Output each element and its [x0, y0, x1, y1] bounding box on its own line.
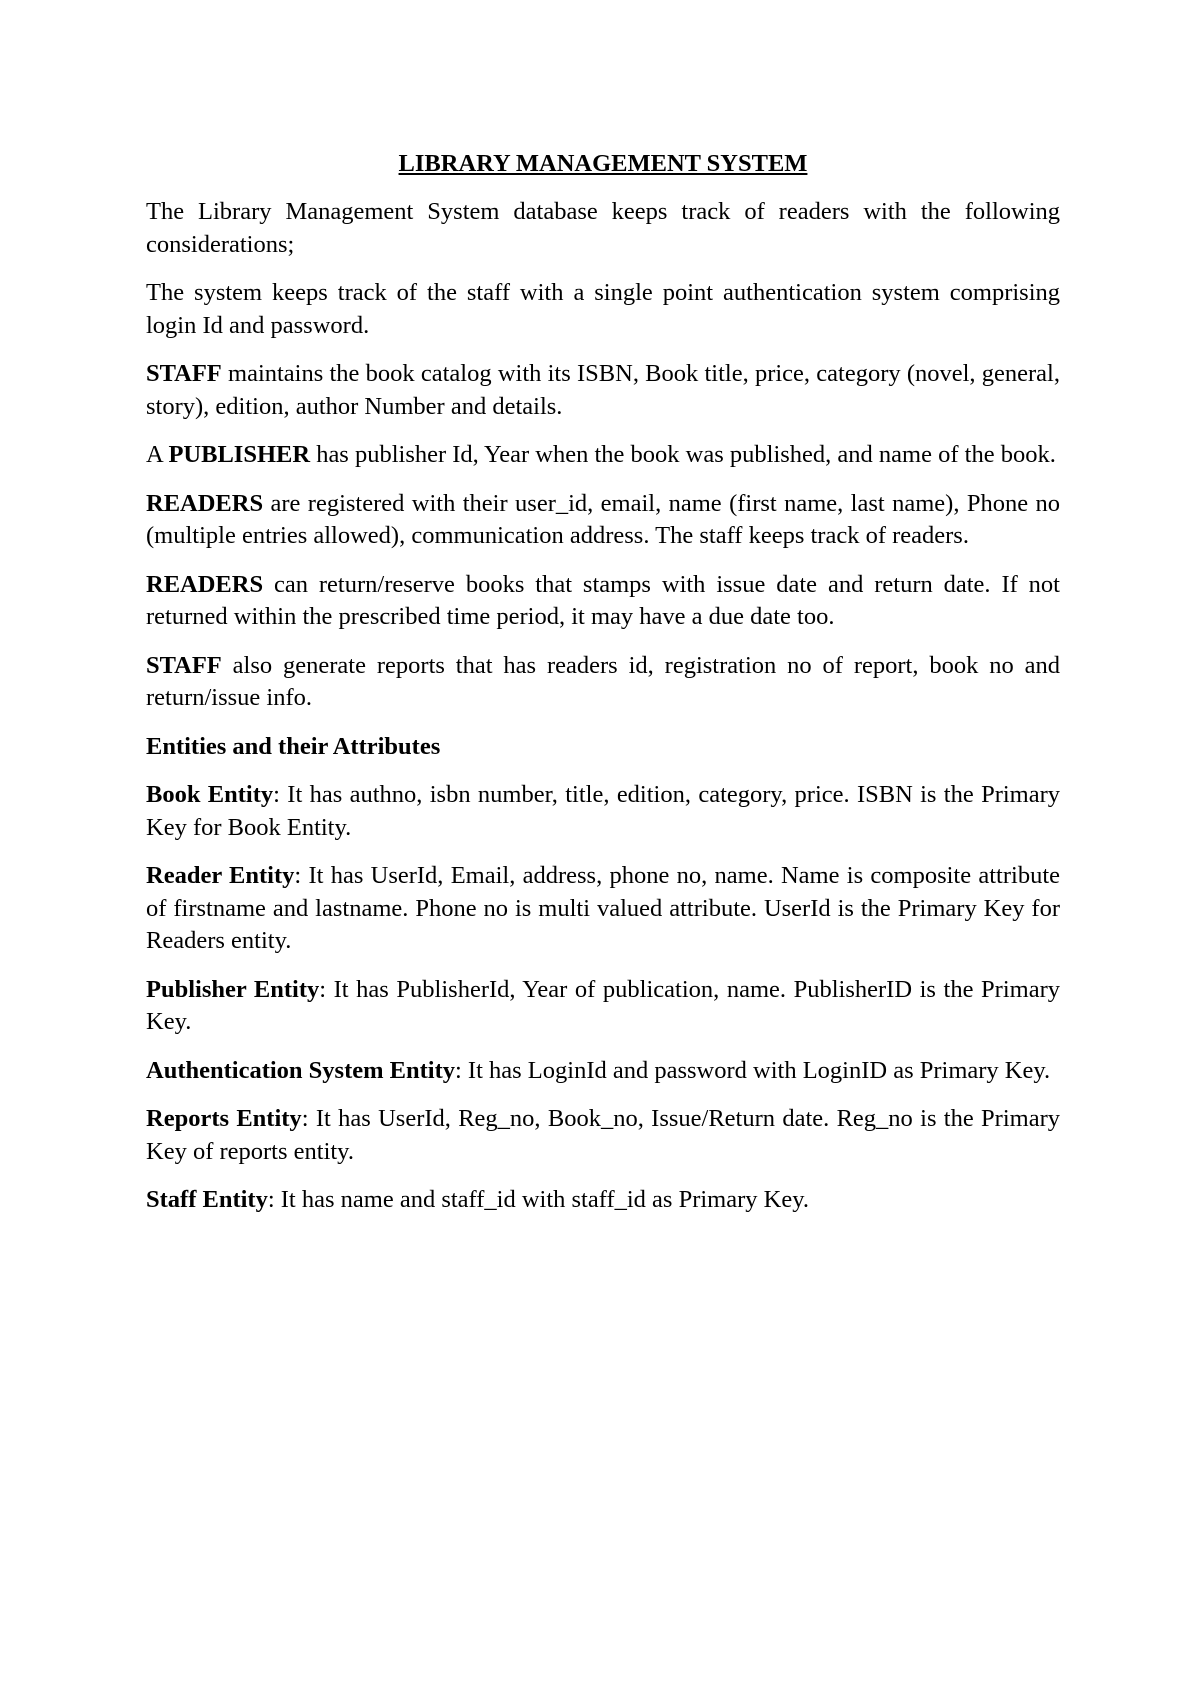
entity-name: Publisher Entity	[146, 975, 320, 1003]
rule-keyword: PUBLISHER	[168, 441, 311, 468]
entity-description: : It has authno, isbn number, title, edition, category, price. ISBN is the Primary Key for Book Entity.	[146, 781, 1060, 841]
rule-keyword: STAFF	[146, 360, 222, 387]
entity-description: : It has name and staff_id with staff_id as Primary Key.	[267, 1186, 809, 1213]
document-title: LIBRARY MANAGEMENT SYSTEM	[398, 150, 808, 177]
rule-text: can return/reserve books that stamps with issue date and return date. If not returned within the prescribed time period, it may have a due date too.	[146, 570, 1060, 630]
entity-description: : It has PublisherId, Year of publication, name. PublisherID is the Primary Key.	[146, 975, 1060, 1035]
entity-description: : It has LoginId and password with LoginID as Primary Key.	[454, 1056, 1051, 1084]
rule-keyword: STAFF	[146, 651, 222, 679]
rule-text: are registered with their user_id, email, name (first name, last name), Phone no (multiple entries allowed), communication address. The staff keeps track of readers.	[146, 489, 1060, 549]
entity-description: : It has UserId, Reg_no, Book_no, Issue/Return date. Reg_no is the Primary Key of reports entity.	[146, 1105, 1060, 1165]
rule-prefix: A	[146, 441, 169, 468]
rule-paragraph-staff-catalog	[146, 358, 1060, 423]
entity-name: Authentication System Entity	[146, 1056, 455, 1084]
entity-name: Book Entity	[146, 781, 274, 808]
entity-description: : It has UserId, Email, address, phone no, name. Name is composite attribute of firstname and lastname. Phone no is multi valued attribute. UserId is the Primary Key for Readers entity.	[146, 862, 1060, 954]
rule-paragraph-staff-reports	[146, 650, 1060, 715]
entity-paragraph-reader	[146, 860, 1060, 958]
entity-name: Staff Entity	[146, 1186, 268, 1213]
document-page	[146, 148, 1060, 1233]
rule-keyword: READERS	[146, 570, 264, 598]
entity-paragraph-staff	[146, 1184, 1060, 1217]
rule-paragraph-publisher	[146, 439, 1060, 472]
entity-paragraph-publisher	[146, 974, 1060, 1039]
entity-name: Reader Entity	[146, 862, 295, 889]
rule-paragraph-readers-return	[146, 569, 1060, 634]
rule-text: has publisher Id, Year when the book was published, and name of the book.	[310, 441, 1056, 468]
rule-keyword: READERS	[146, 489, 264, 517]
intro-paragraph: The Library Management System database keeps track of readers with the following considerations;	[146, 198, 1060, 258]
entity-paragraph-authentication	[146, 1055, 1060, 1088]
rule-text: maintains the book catalog with its ISBN, Book title, price, category (novel, general, story), edition, author Number and details.	[146, 360, 1060, 420]
entity-paragraph-reports	[146, 1103, 1060, 1168]
entities-heading: Entities and their Attributes	[146, 732, 441, 760]
rule-text: also generate reports that has readers id, registration no of report, book no and return/issue info.	[146, 651, 1060, 711]
entity-name: Reports Entity	[146, 1105, 302, 1132]
rule-paragraph-readers-registration	[146, 488, 1060, 553]
intro-paragraph: The system keeps track of the staff with a single point authentication system comprising login Id and password.	[146, 279, 1060, 339]
entity-paragraph-book	[146, 779, 1060, 844]
